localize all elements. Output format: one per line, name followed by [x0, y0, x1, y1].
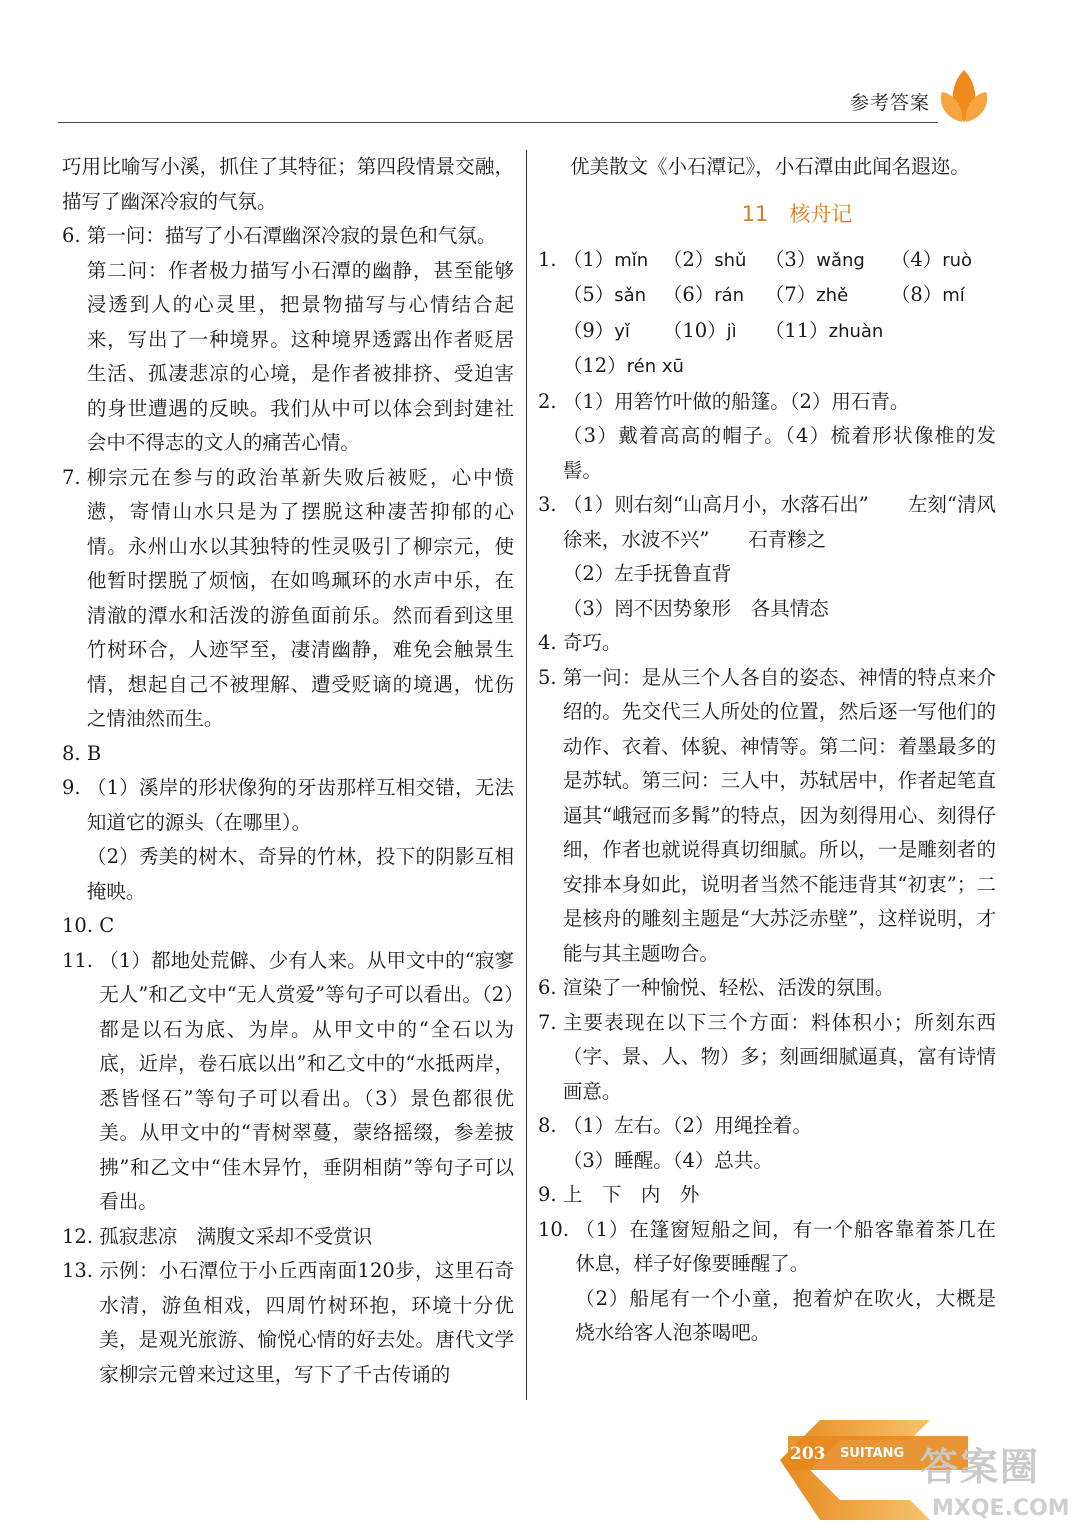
answer-paragraph: 渲染了一种愉悦、轻松、活泼的氛围。	[562, 976, 895, 999]
item-number: 11.	[62, 948, 100, 972]
answer-item	[538, 1178, 996, 1213]
answer-paragraph: （2）左手抚鲁直背	[562, 562, 732, 585]
pinyin-cell	[765, 278, 891, 314]
answer-item	[62, 219, 514, 461]
pinyin-value: yǐ	[614, 320, 630, 342]
answer-paragraph: （2）船尾有一个小童，抱着炉在吹火，大概是烧水给客人泡茶喝吧。	[575, 1286, 996, 1344]
pinyin-row	[563, 278, 996, 314]
answer-item	[538, 1213, 996, 1351]
pinyin-cell	[563, 243, 663, 279]
item-number: 7.	[62, 465, 87, 489]
answer-paragraph: （1）都地处荒僻、少有人来。从甲文中的“寂寥无人”和乙文中“无人赏爱”等句子可以看出。（2）都是以石为底、为岸。从甲文中的“全石以为底，近岸，卷石底以出”和乙文中的“水抵两岸，悉皆怪石”等句子可以看出。（3）景色都很优美。从甲文中的“青树翠蔓，蒙络摇缀，参差披拂”和乙文中“佳木异竹，垂阴相荫”等句子可以看出。	[99, 948, 514, 1213]
answer-paragraph: （2）秀美的树木、奇异的竹林，投下的阴影互相掩映。	[86, 845, 514, 903]
answer-paragraph: （3）戴着高高的帽子。（4）梳着形状像椎的发髻。	[562, 424, 996, 482]
header-label: 参考答案	[850, 92, 931, 114]
pinyin-index: （12）	[562, 354, 627, 377]
pinyin-value: ruò	[942, 249, 973, 271]
answer-paragraph: （1）则右刻“山高月小，水落石出” 左刻“清风徐来，水波不兴” 石青糁之	[562, 493, 996, 551]
watermark-url: MXQE.COM	[932, 1496, 1070, 1521]
pinyin-value: zhě	[816, 285, 849, 306]
watermark-text: 答案圈	[920, 1445, 1041, 1489]
item-number: 12.	[62, 1224, 100, 1248]
answer-item	[538, 1109, 996, 1178]
answer-paragraph: （3）睡醒。（4）总共。	[562, 1148, 773, 1172]
answer-item	[538, 243, 996, 385]
answer-paragraph: 优美散文《小石潭记》，小石潭由此闻名遐迩。	[570, 155, 970, 178]
answer-item	[62, 150, 514, 219]
item-body	[99, 1254, 514, 1392]
item-body	[563, 661, 996, 972]
pinyin-index: （4）	[890, 247, 943, 271]
item-number: 8.	[62, 741, 87, 765]
right-column	[538, 150, 996, 1351]
item-number: 9.	[538, 1183, 563, 1206]
pinyin-cell	[563, 314, 663, 350]
column-divider	[526, 150, 527, 1400]
answer-paragraph: 第一问：描写了小石潭幽深冷寂的景色和气氛。	[86, 224, 497, 247]
item-body	[87, 461, 514, 737]
pinyin-value: jì	[726, 320, 737, 342]
pinyin-cell	[663, 243, 765, 279]
pinyin-index: （1）	[562, 247, 615, 271]
section-title: 11 核舟记	[741, 201, 853, 226]
answer-item	[538, 1006, 996, 1110]
pinyin-row	[563, 314, 996, 350]
pinyin-value: mǐn	[614, 249, 649, 271]
answer-paragraph: （1）用箬竹叶做的船篷。（2）用石青。	[562, 389, 910, 413]
item-number: 10.	[538, 1217, 576, 1241]
answer-item	[62, 737, 514, 772]
item-number: 8.	[538, 1114, 563, 1137]
pinyin-value: wǎng	[816, 249, 865, 271]
answer-item	[538, 971, 996, 1006]
pinyin-value: zhuàn	[828, 320, 884, 342]
item-body	[99, 944, 514, 1220]
item-body	[563, 626, 996, 661]
pinyin-cell	[765, 314, 891, 350]
pinyin-index: （11）	[764, 318, 829, 342]
pinyin-cell	[663, 278, 765, 314]
pinyin-index: （6）	[662, 283, 715, 306]
pinyin-cell	[562, 349, 684, 385]
answer-paragraph: 奇巧。	[562, 631, 622, 654]
pinyin-cell	[891, 278, 991, 314]
item-number: 6.	[538, 976, 563, 999]
answer-item	[62, 909, 514, 944]
answer-paragraph: B	[86, 741, 102, 765]
pinyin-cell	[891, 243, 991, 279]
item-body	[563, 1006, 996, 1110]
answer-item	[538, 488, 996, 626]
item-number: 1.	[538, 247, 563, 271]
header-rule	[58, 122, 938, 123]
pinyin-cell	[563, 278, 663, 314]
answer-paragraph: C	[99, 914, 115, 937]
answer-item	[538, 385, 996, 489]
pinyin-row	[563, 349, 996, 385]
answer-paragraph: 第二问：作者极力描写小石潭的幽静，甚至能够浸透到人的心灵里，把景物描写与心情结合起来，写出了一种境界。这种境界透露出作者贬居生活、孤凄悲凉的心境，是作者被排挤、受迫害的身世遭遇的反映。我们从中可以体会到封建社会中不得志的文人的痛苦心情。	[86, 258, 514, 454]
pinyin-index: （5）	[562, 283, 615, 306]
pinyin-index: （8）	[890, 283, 943, 306]
continuation-text	[538, 150, 996, 185]
left-column	[62, 150, 514, 1392]
item-number: 4.	[538, 631, 563, 654]
pinyin-grid	[563, 243, 996, 385]
answer-item	[538, 626, 996, 661]
pinyin-row	[563, 243, 996, 279]
item-body	[563, 488, 996, 626]
answer-paragraph: 上 下 内 外	[562, 1183, 700, 1206]
item-number: 7.	[538, 1010, 563, 1034]
item-number: 5.	[538, 665, 563, 689]
answer-item	[62, 944, 514, 1220]
item-body	[62, 150, 514, 219]
item-body	[575, 1213, 996, 1351]
answer-paragraph: （1）溪岸的形状像狗的牙齿那样互相交错，无法知道它的源头（在哪里）。	[86, 776, 514, 834]
item-body	[99, 1220, 514, 1255]
pinyin-cell	[663, 314, 765, 350]
pinyin-value: mí	[942, 285, 965, 306]
pinyin-value: rén xū	[626, 356, 684, 377]
item-body	[87, 771, 514, 909]
answer-item	[62, 1220, 514, 1255]
pinyin-index: （7）	[764, 283, 817, 306]
answer-paragraph: （3）罔不因势象形 各具情态	[562, 596, 829, 620]
answer-paragraph: 第一问：是从三个人各自的姿态、神情的特点来介绍的。先交代三人所处的位置，然后逐一写他们的动作、衣着、体貌、神情等。第二问：着墨最多的是苏轼。第三问：三人中，苏轼居中，作者起笔直逼其“峨冠而多髯”的特点，因为刻得用心、刻得仔细，作者也就说得真切细腻。所以，一是雕刻者的安排本身如此，说明者当然不能违背其“初衷”；二是核舟的雕刻主题是“大苏泛赤壁”，这样说明，才能与其主题吻合。	[562, 665, 996, 965]
answer-paragraph: （1）在篷窗短船之间，有一个船客靠着茶几在休息，样子好像要睡醒了。	[575, 1217, 996, 1275]
pinyin-value: rán	[714, 285, 745, 306]
answer-paragraph: 柳宗元在参与的政治革新失败后被贬，心中愤懑，寄情山水只是为了摆脱这种凄苦抑郁的心情。永州山水以其独特的性灵吸引了柳宗元，使他暂时摆脱了烦恼，在如鸣珮环的水声中乐，在清澈的潭水和活泼的游鱼面前乐。然而看到这里竹树环合，人迹罕至，凄清幽静，难免会触景生情，想起自己不被理解、遭受贬谪的境遇，忧伤之情油然而生。	[86, 465, 514, 730]
pinyin-index: （9）	[562, 318, 615, 342]
pinyin-value: sǎn	[614, 285, 647, 306]
footer-brand: SUITANG	[840, 1446, 905, 1461]
pinyin-cell	[765, 243, 891, 279]
answer-paragraph: （1）左右。（2）用绳拴着。	[562, 1114, 812, 1137]
answer-paragraph: 主要表现在以下三个方面：料体积小；所刻东西（字、景、人、物）多；刻画细腻逼真，富有诗情画意。	[562, 1010, 996, 1103]
item-number: 6.	[62, 224, 87, 247]
answer-paragraph: 孤寂悲凉 满腹文采却不受赏识	[99, 1224, 373, 1248]
answer-item	[62, 771, 514, 909]
item-body	[563, 1109, 996, 1178]
answer-item	[538, 661, 996, 972]
item-body	[87, 737, 514, 772]
item-number: 9.	[62, 776, 87, 799]
pinyin-index: （2）	[662, 247, 715, 271]
item-body	[563, 385, 996, 489]
item-body	[87, 219, 514, 461]
page-number: 203	[790, 1444, 826, 1464]
item-body	[563, 1178, 996, 1213]
item-body	[563, 971, 996, 1006]
pinyin-index: （10）	[662, 318, 727, 342]
answer-item	[62, 461, 514, 737]
pinyin-index: （3）	[764, 247, 817, 271]
answer-paragraph: 示例：小石潭位于小丘西南面120步，这里石奇水清，游鱼相戏，四周竹树环抱，环境十分优美，是观光旅游、愉悦心情的好去处。唐代文学家柳宗元曾来过这里，写下了千古传诵的	[99, 1259, 514, 1386]
answer-item	[62, 1254, 514, 1392]
item-number: 2.	[538, 389, 563, 413]
item-number: 13.	[62, 1259, 100, 1282]
answer-paragraph: 巧用比喻写小溪，抓住了其特征；第四段情景交融，描写了幽深冷寂的气氛。	[62, 155, 514, 213]
item-number: 3.	[538, 493, 563, 516]
item-body	[99, 909, 514, 944]
item-number: 10.	[62, 914, 100, 937]
pinyin-value: shǔ	[714, 249, 747, 271]
leaf-logo-icon	[938, 68, 990, 124]
